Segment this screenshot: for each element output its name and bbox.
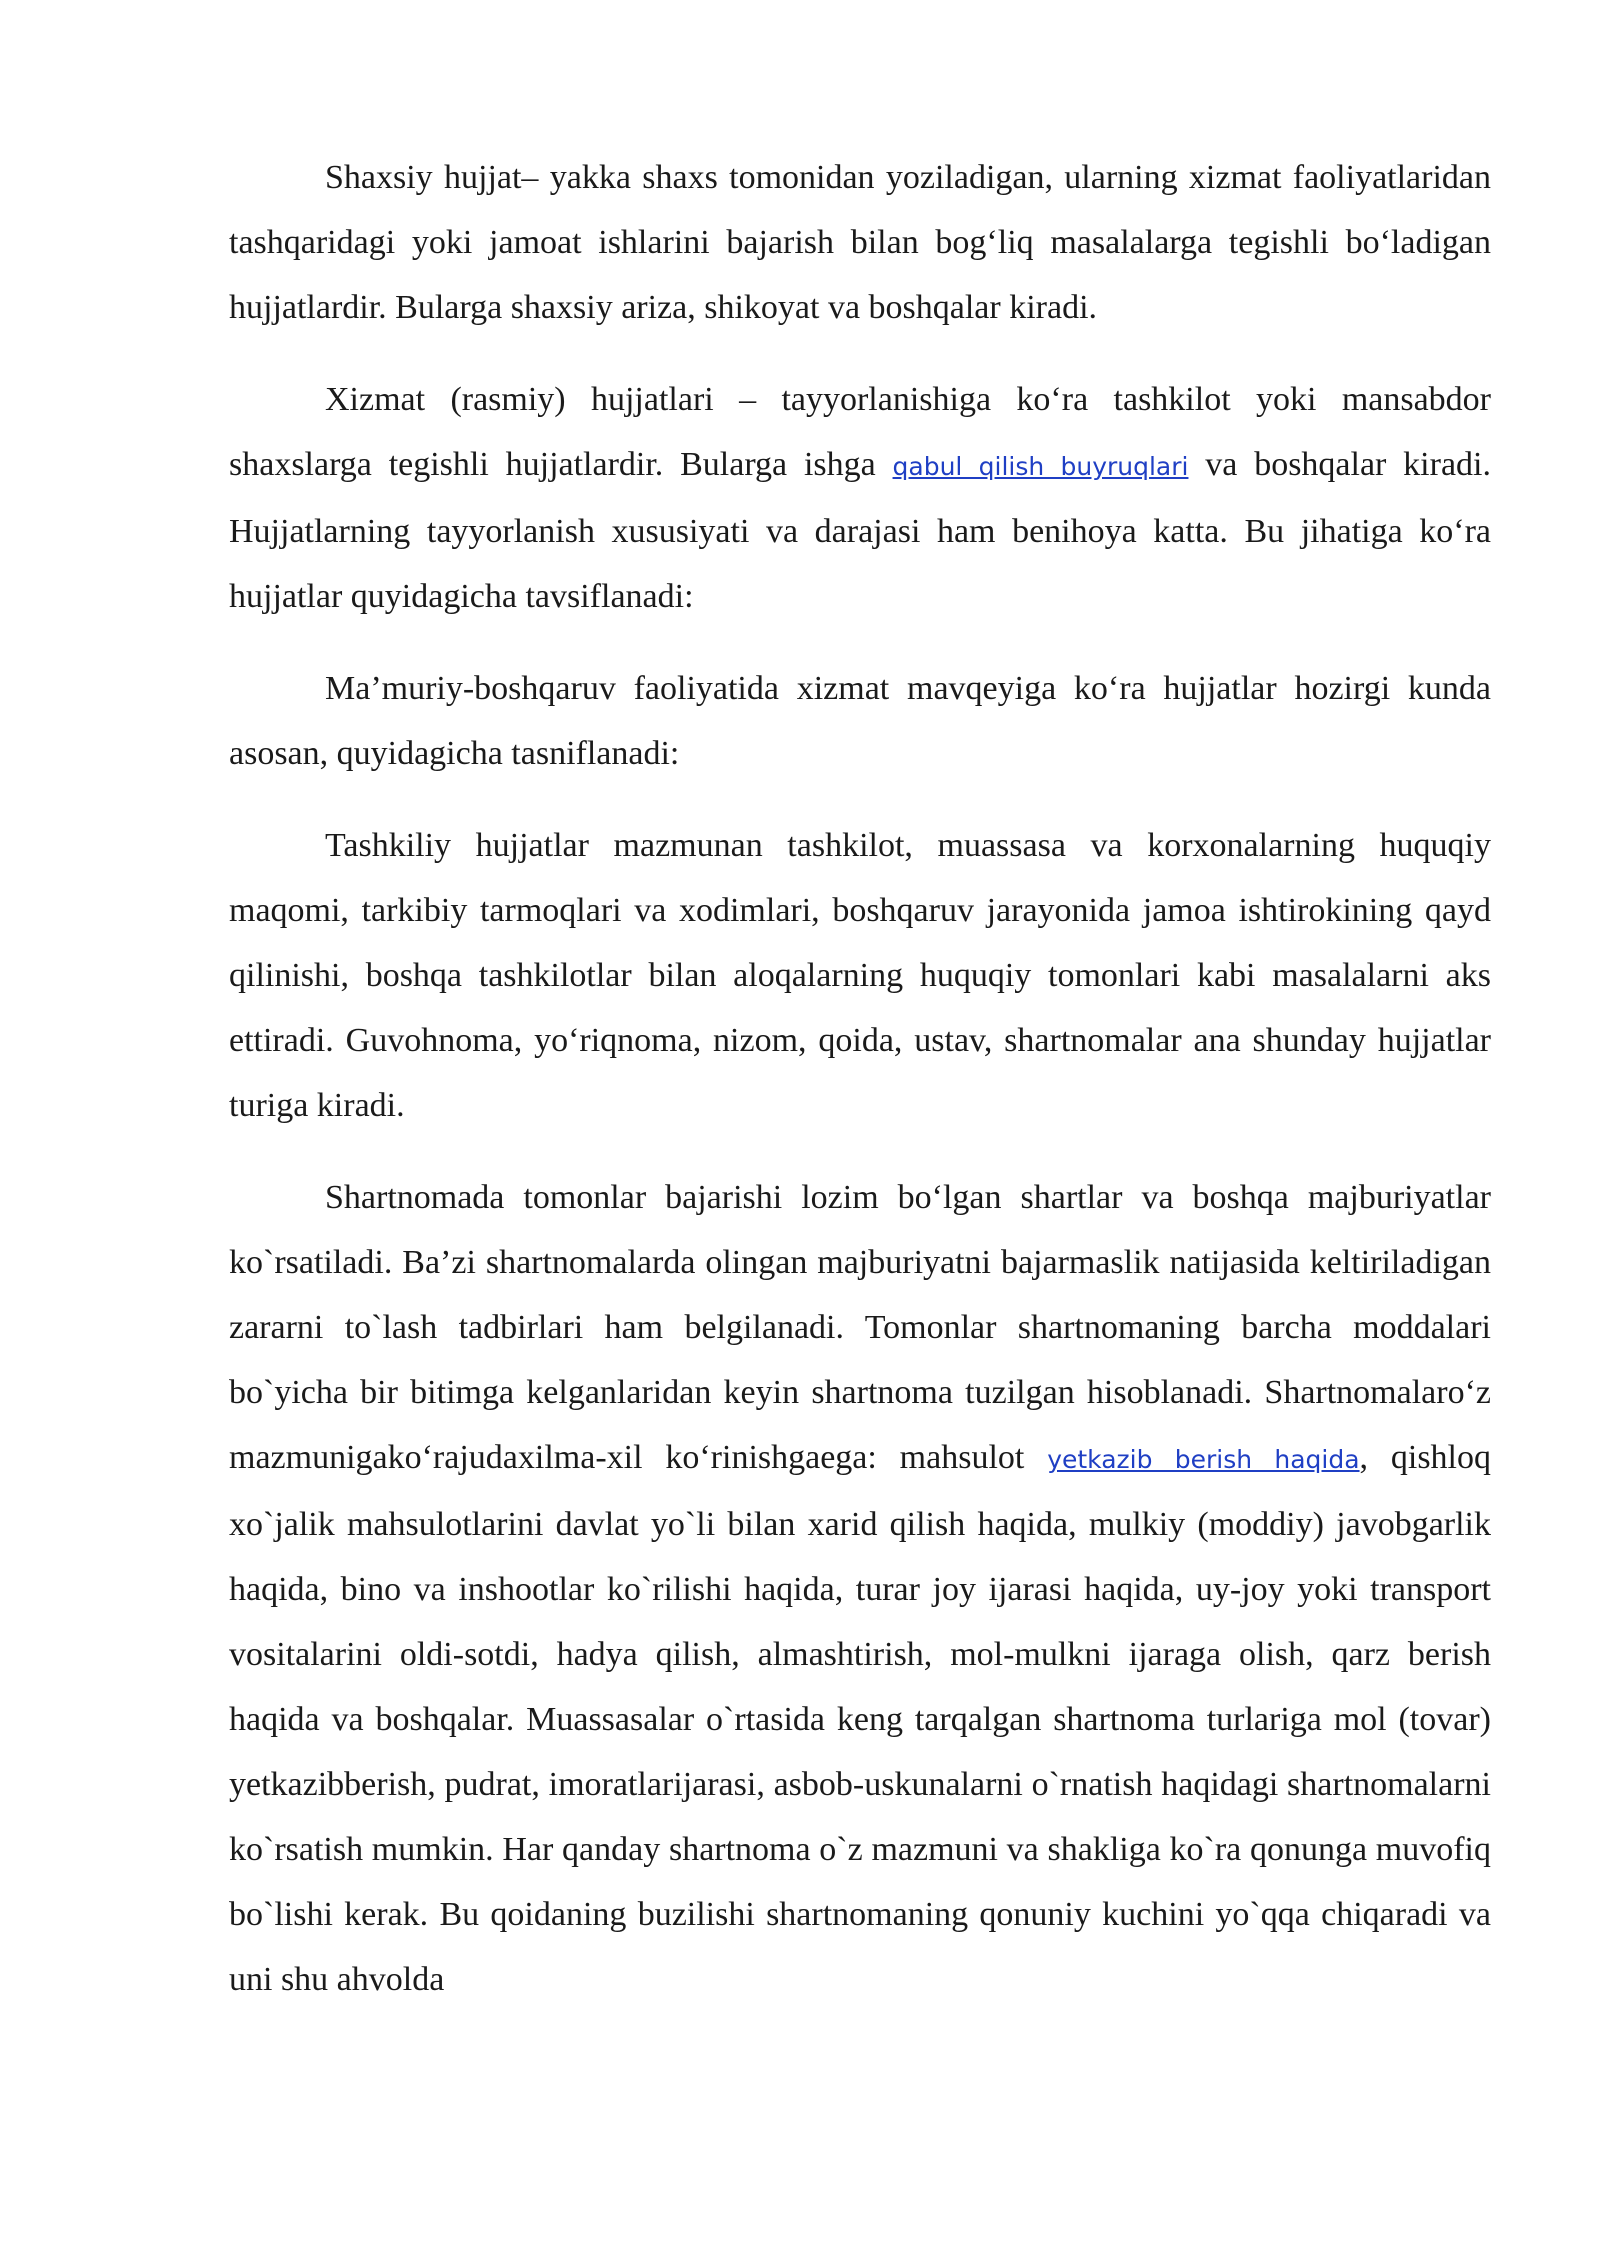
paragraph-personal-documents: Shaxsiy hujjat– yakka shaxs tomonidan yoziladigan, ularning xizmat faoliyatlaridan tashqaridagi yoki jamoat ishlarini bajarish bilan bogʻliq masalalarga tegishli boʻladigan hujjatlardir. Bularga shaxsiy ariza, shikoyat va boshqalar kiradi. xyxy=(229,159,1491,326)
paragraph-text: , qishloq xo`jalik mahsulotlarini davlat yo`li bilan xarid qilish haqida, mulkiy (moddiy) javobgarlik haqida, bino va inshootlar ko`rilishi haqida, turar joy ijarasi haqida, uy-joy yoki transport vositalarini oldi-sotdi, hadya qilish, almashtirish, mol-mulkni ijaraga olish, qarz berish haqida va boshqalar. Muassasalar o`rtasida keng tarqalgan shartnoma turlariga mol (tovar) yetkazibberish, pudrat, imoratlarijarasi, asbob-uskunalarni o`rnatish haqidagi shartnomalarni ko`rsatish mumkin. Har qanday shartnoma o`z mazmuni va shakliga ko`ra qonunga muvofiq bo`lishi kerak. Bu qoidaning buzilishi shartnomaning qonuniy kuchini yo`qqa chiqaradi va uni shu ahvolda xyxy=(229,1439,1492,1998)
paragraph-text: Shartnomada tomonlar bajarishi lozim boʻlgan shartlar va boshqa majburiyatlar ko`rsatiladi. Ba’zi shartnomalarda olingan majburiyatni bajarmaslik natijasida keltiriladigan zararni to`lash tadbirlari ham belgilanadi. Tomonlar shartnomaning barcha moddalari bo`yicha bir bitimga kelganlaridan keyin shartnoma tuzilgan hisoblanadi. Shartnomalaroʻz mazmunigakoʻrajudaxilma-xil koʻrinishgaega: mahsulot xyxy=(229,1179,1491,1476)
document-body xyxy=(229,145,1491,2039)
paragraph-organizational-documents: Tashkiliy hujjatlar mazmunan tashkilot, muassasa va korxonalarning huquqiy maqomi, tarkibiy tarmoqlari va xodimlari, boshqaruv jarayonida jamoa ishtirokining qayd qilinishi, boshqa tashkilotlar bilan aloqalarning huquqiy tomonlari kabi masalalarni aks ettiradi. Guvohnoma, yoʻriqnoma, nizom, qoida, ustav, shartnomalar ana shunday hujjatlar turiga kiradi. xyxy=(229,827,1491,1124)
paragraph-text: va boshqalar kiradi. Hujjatlarning tayyorlanish xususiyati va darajasi ham benihoya katta. Bu jihatiga koʻra hujjatlar quyidagicha tavsiflanadi: xyxy=(229,446,1491,615)
delivery-link[interactable]: yetkazib berish haqida xyxy=(1047,1445,1360,1474)
paragraph-official-documents xyxy=(229,367,1491,629)
paragraph-contracts xyxy=(229,1165,1491,2012)
hiring-orders-link[interactable]: qabul qilish buyruqlari xyxy=(892,452,1189,481)
paragraph-classification: Ma’muriy-boshqaruv faoliyatida xizmat mavqeyiga koʻra hujjatlar hozirgi kunda asosan, quyidagicha tasniflanadi: xyxy=(229,670,1491,772)
paragraph-text: Xizmat (rasmiy) hujjatlari – tayyorlanishiga koʻra tashkilot yoki mansabdor shaxslarga tegishli hujjatlardir. Bularga ishga xyxy=(229,381,1491,483)
